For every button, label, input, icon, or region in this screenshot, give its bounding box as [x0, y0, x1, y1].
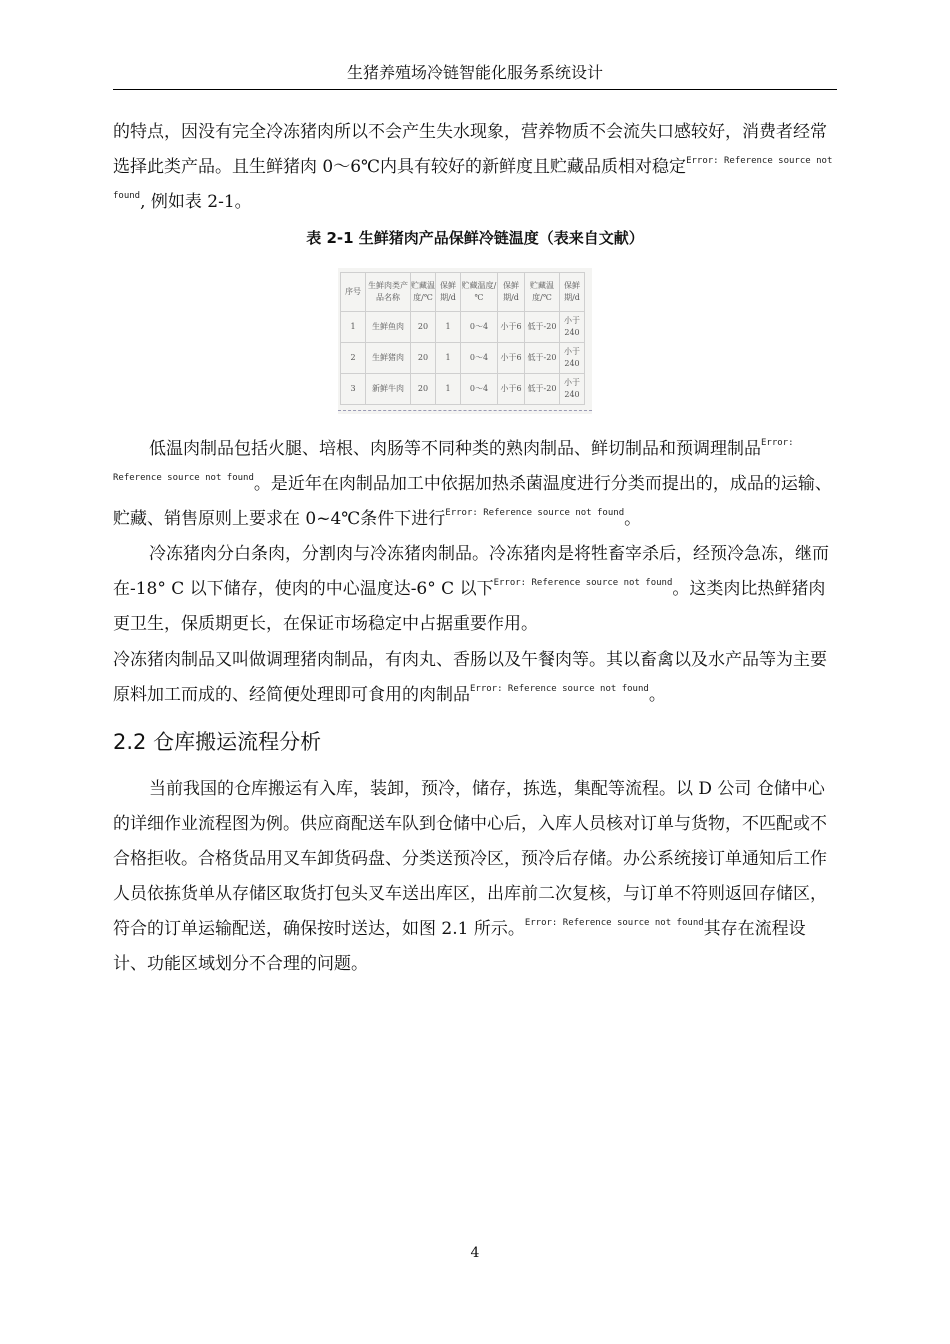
table-row: [341, 343, 585, 374]
page-number: 4: [470, 1245, 480, 1261]
intro-tail: , 例如表 2-1。: [140, 192, 252, 212]
table-header-cell: 保鲜期/d: [436, 273, 461, 312]
table-cell: 小于240: [560, 312, 585, 343]
table-bottom-rule: [338, 410, 592, 411]
table-cell: 2: [341, 343, 366, 374]
table-cell: 低于-20: [525, 312, 560, 343]
paragraph-intro: [113, 115, 837, 220]
table-cell: 0～4: [461, 374, 498, 405]
table-header-row: [341, 273, 585, 312]
table-cell: 0～4: [461, 312, 498, 343]
table-header-cell: 贮藏温度/℃: [525, 273, 560, 312]
table-row: [341, 374, 585, 405]
table-cell: 小于6: [498, 374, 525, 405]
table-cell: 低于-20: [525, 374, 560, 405]
table-header-cell: 序号: [341, 273, 366, 312]
table-header-cell: 贮藏温度/℃: [411, 273, 436, 312]
table-cell: 20: [411, 312, 436, 343]
frozen-text: 冷冻猪肉分白条肉，分割肉与冷冻猪肉制品。冷冻猪肉是将牲畜宰杀后，经预冷急冻，继而在-18° C 以下储存，使肉的中心温度达-6° C 以下: [113, 544, 829, 599]
frozen-text-2: 。这类肉比热鲜猪肉更卫生，保质期更长，在保证市场稳定中占据重要作用。: [113, 579, 826, 634]
table-cell: 1: [436, 312, 461, 343]
intro-text: 的特点，因没有完全冷冻猪肉所以不会产生失水现象，营养物质不会流失口感较好，消费者经常选择此类产品。且生鲜猪肉 0～6℃内具有较好的新鲜度且贮藏品质相对稳定: [113, 122, 827, 177]
table-header-cell: 贮藏温度/℃: [461, 273, 498, 312]
reference-error: Error: Reference source not found: [113, 156, 833, 201]
table-cell: 小于6: [498, 343, 525, 374]
table-cell: 小于6: [498, 312, 525, 343]
cold-chain-table: [340, 272, 585, 405]
section-heading: 2.2 仓库搬运流程分析: [113, 730, 322, 754]
table-header-cell: 保鲜期/d: [498, 273, 525, 312]
low-temp-text: 低温肉制品包括火腿、培根、肉肠等不同种类的熟肉制品、鲜切制品和预调理制品: [149, 439, 761, 459]
low-temp-text-2: 。是近年在肉制品加工中依据加热杀菌温度进行分类而提出的，成品的运输、贮藏、销售原则上要求在 0~4℃条件下进行: [113, 474, 832, 529]
table-header-cell: 生鲜肉类产品名称: [366, 273, 411, 312]
header-rule: [113, 89, 837, 90]
paragraph-frozen-products: [113, 643, 837, 713]
table-cell: 3: [341, 374, 366, 405]
paragraph-low-temp: [113, 432, 837, 537]
table-cell: 低于-20: [525, 343, 560, 374]
frozen-products-text-2: 。: [648, 685, 666, 705]
warehouse-flow-text-2: 其存在流程设计、功能区域划分不合理的问题。: [113, 919, 806, 974]
table-cell: 小于240: [560, 343, 585, 374]
table-cell: 1: [436, 374, 461, 405]
table-cell: 1: [341, 312, 366, 343]
table-figure: [338, 268, 592, 414]
paragraph-frozen: [113, 537, 837, 642]
reference-error: Error: Reference source not found: [113, 438, 794, 483]
table-header-cell: 保鲜期/d: [560, 273, 585, 312]
table-cell: 20: [411, 343, 436, 374]
warehouse-flow-text: 当前我国的仓库搬运有入库，装卸，预冷，储存，拣选，集配等流程。以 D 公司 仓储中心的详细作业流程图为例。供应商配送车队到仓储中心后，入库人员核对订单与货物，不匹配或不合格拒收。合格货品用叉车卸货码盘、分类送预冷区，预冷后存储。办公系统接订单通知后工作人员依拣货单从存储区取货打包头叉车送出库区，出库前二次复核，与订单不符则返回存储区，符合的订单运输配送，确保按时送达，如图 2.1 所示。: [113, 779, 827, 939]
table-cell: 0～4: [461, 343, 498, 374]
frozen-products-text: 冷冻猪肉制品又叫做调理猪肉制品，有肉丸、香肠以及午餐肉等。其以畜禽以及水产品等为主要原料加工而成的、经简便处理即可食用的肉制品: [113, 650, 827, 705]
reference-error: Error: Reference source not found: [524, 918, 704, 928]
table-caption: 表 2-1 生鲜猪肉产品保鲜冷链温度（表来自文献）: [306, 229, 644, 247]
table-cell: 生鲜鱼肉: [366, 312, 411, 343]
table-row: [341, 312, 585, 343]
table-cell: 新鲜牛肉: [366, 374, 411, 405]
table-cell: 20: [411, 374, 436, 405]
table-cell: 1: [436, 343, 461, 374]
running-header: 生猪养殖场冷链智能化服务系统设计: [346, 63, 603, 82]
reference-error: Error: Reference source not found: [493, 578, 673, 588]
table-cell: 生鲜猪肉: [366, 343, 411, 374]
paragraph-warehouse-flow: [113, 772, 837, 982]
reference-error: Error: Reference source not found: [445, 508, 625, 518]
low-temp-text-3: 。: [624, 509, 642, 529]
reference-error: Error: Reference source not found: [470, 684, 649, 694]
table-cell: 小于240: [560, 374, 585, 405]
